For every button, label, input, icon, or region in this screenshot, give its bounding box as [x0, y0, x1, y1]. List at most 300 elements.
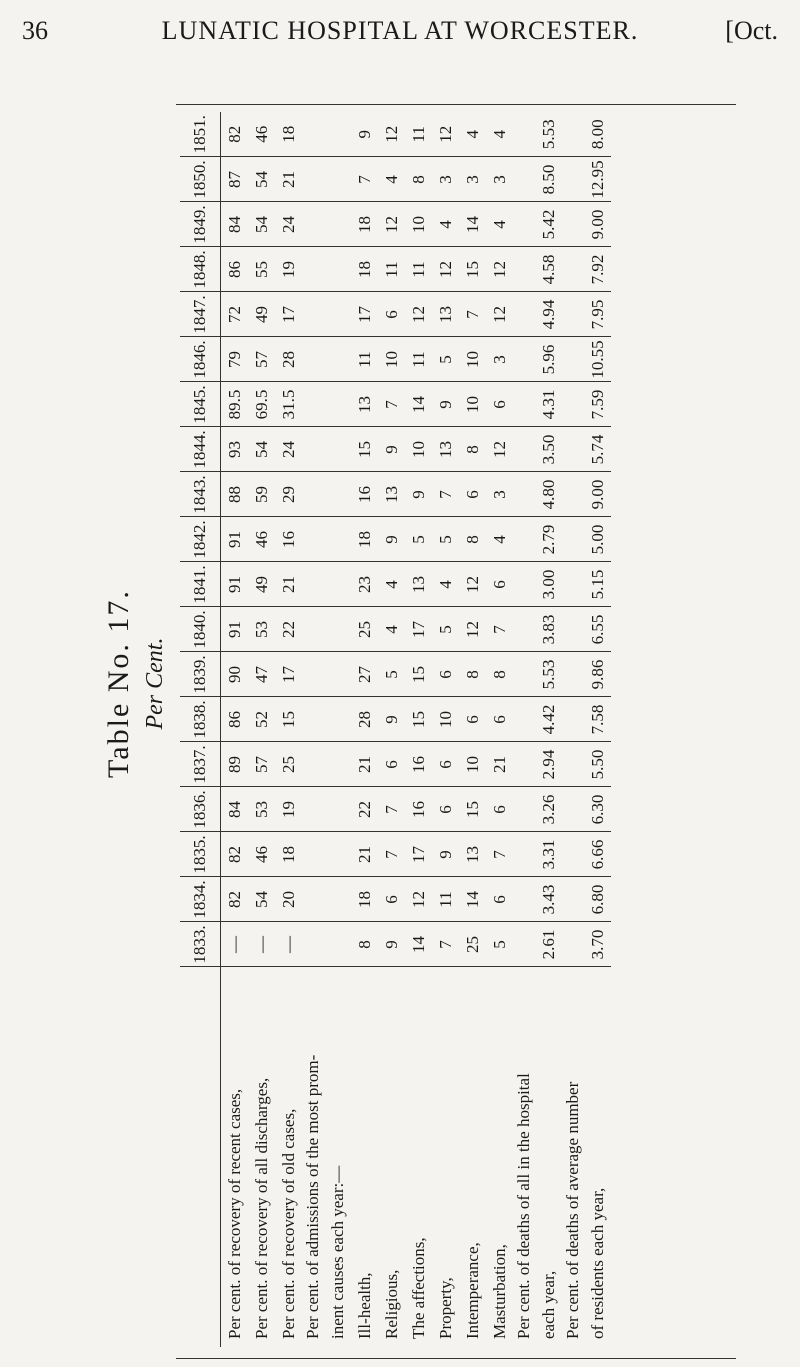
- table-cell: 7: [486, 607, 513, 652]
- year-header: 1834.: [180, 877, 221, 922]
- table-cell: 3: [486, 157, 513, 202]
- table-cell: 4.94: [535, 292, 562, 337]
- table-cell: 12: [459, 562, 486, 607]
- table-cell: [562, 112, 584, 157]
- table-cell: 54: [248, 157, 275, 202]
- table-row: [584, 112, 611, 1347]
- table-cell: [302, 112, 324, 157]
- year-header: 1845.: [180, 382, 221, 427]
- table-cell: 15: [351, 427, 378, 472]
- table-cell: [513, 337, 535, 382]
- table-cell: 4: [432, 562, 459, 607]
- table-cell: 11: [432, 877, 459, 922]
- table-cell: 88: [221, 472, 249, 517]
- table-cell: 82: [221, 877, 249, 922]
- table-cell: 11: [378, 247, 405, 292]
- table-cell: 3.70: [584, 922, 611, 967]
- table-cell: 21: [275, 562, 302, 607]
- table-cell: —: [275, 922, 302, 967]
- table-cell: 19: [275, 787, 302, 832]
- table-cell: 15: [459, 787, 486, 832]
- year-header: 1839.: [180, 652, 221, 697]
- table-cell: 10: [459, 742, 486, 787]
- table-cell: 7: [432, 472, 459, 517]
- table-cell: 10: [405, 427, 432, 472]
- table-cell: 5: [405, 517, 432, 562]
- table-row: [513, 112, 535, 1347]
- table-cell: 13: [378, 472, 405, 517]
- table-cell: 25: [351, 607, 378, 652]
- table-cell: 4.80: [535, 472, 562, 517]
- table-cell: 12: [432, 112, 459, 157]
- table-cell: 14: [459, 877, 486, 922]
- table-cell: 93: [221, 427, 249, 472]
- table-cell: 6: [459, 697, 486, 742]
- year-header: 1835.: [180, 832, 221, 877]
- table-cell: 8: [459, 652, 486, 697]
- table-cell: 24: [275, 202, 302, 247]
- table-cell: 82: [221, 112, 249, 157]
- table-cell: 28: [351, 697, 378, 742]
- table-cell: 16: [405, 787, 432, 832]
- table-cell: 5: [432, 337, 459, 382]
- table-row: [535, 112, 562, 1347]
- table-cell: [302, 652, 324, 697]
- row-label: Per cent. of recovery of all discharges,: [251, 1077, 271, 1339]
- table-cell: 6: [486, 697, 513, 742]
- table-cell: 28: [275, 337, 302, 382]
- year-header: 1850.: [180, 157, 221, 202]
- table-cell: [324, 562, 351, 607]
- table-cell: 91: [221, 607, 249, 652]
- table-cell: 12: [486, 427, 513, 472]
- table-cell: 21: [351, 832, 378, 877]
- table-cell: 5.53: [535, 652, 562, 697]
- table-cell: 19: [275, 247, 302, 292]
- table-cell: 59: [248, 472, 275, 517]
- table-cell: 18: [351, 517, 378, 562]
- table-cell: 7.59: [584, 382, 611, 427]
- table-cell: 5.53: [535, 112, 562, 157]
- table-cell: 54: [248, 877, 275, 922]
- table-cell: [324, 742, 351, 787]
- table-cell: 49: [248, 562, 275, 607]
- year-header: 1846.: [180, 337, 221, 382]
- row-label: inent causes each year:—: [327, 1165, 347, 1339]
- table-cell: 21: [351, 742, 378, 787]
- table-cell: 3.00: [535, 562, 562, 607]
- table-cell: 8: [405, 157, 432, 202]
- table-cell: 17: [405, 607, 432, 652]
- table-cell: [302, 517, 324, 562]
- table-cell: 13: [351, 382, 378, 427]
- table-cell: [562, 652, 584, 697]
- table-cell: [513, 112, 535, 157]
- table-cell: 9: [351, 112, 378, 157]
- year-header: 1836.: [180, 787, 221, 832]
- table-cell: [324, 652, 351, 697]
- table-cell: 4: [378, 157, 405, 202]
- table-cell: 4: [486, 112, 513, 157]
- year-header: 1842.: [180, 517, 221, 562]
- table-cell: 6: [378, 877, 405, 922]
- table-cell: [562, 202, 584, 247]
- table-cell: 46: [248, 832, 275, 877]
- table-cell: 7.92: [584, 247, 611, 292]
- table-cell: 3.43: [535, 877, 562, 922]
- table-cell: 7: [351, 157, 378, 202]
- table-cell: 8: [459, 517, 486, 562]
- table-cell: 7.58: [584, 697, 611, 742]
- table-cell: [562, 697, 584, 742]
- table-cell: [513, 652, 535, 697]
- table-cell: [562, 787, 584, 832]
- table-cell: 7.95: [584, 292, 611, 337]
- table-cell: 5.42: [535, 202, 562, 247]
- table-cell: 8: [351, 922, 378, 967]
- table-cell: 53: [248, 787, 275, 832]
- row-label: Intemperance,: [462, 1242, 482, 1339]
- table-cell: 2.94: [535, 742, 562, 787]
- table-cell: 3: [432, 157, 459, 202]
- row-label: The affections,: [408, 1237, 428, 1339]
- table-cell: 15: [275, 697, 302, 742]
- table-cell: 22: [351, 787, 378, 832]
- table-cell: [562, 562, 584, 607]
- table-cell: 46: [248, 517, 275, 562]
- table-row: [378, 112, 405, 1347]
- table-cell: 15: [405, 652, 432, 697]
- table-cell: 89: [221, 742, 249, 787]
- table-cell: [513, 742, 535, 787]
- table-cell: 8: [486, 652, 513, 697]
- table-cell: 6: [378, 292, 405, 337]
- month-label: [Oct.: [725, 16, 778, 45]
- table-cell: 12: [405, 877, 432, 922]
- row-label: Ill-health,: [354, 1272, 374, 1339]
- table-cell: [302, 382, 324, 427]
- table-row: [221, 112, 249, 1347]
- table-cell: 9.00: [584, 202, 611, 247]
- table-cell: [562, 517, 584, 562]
- table-cell: 90: [221, 652, 249, 697]
- row-label: Religious,: [381, 1269, 401, 1339]
- table-cell: 7: [486, 832, 513, 877]
- header-corner: [180, 967, 221, 1347]
- table-cell: 7: [378, 787, 405, 832]
- table-cell: 3: [459, 157, 486, 202]
- table-cell: 57: [248, 337, 275, 382]
- table-cell: 7: [459, 292, 486, 337]
- table-cell: 9: [378, 427, 405, 472]
- table-cell: [302, 742, 324, 787]
- table-cell: 21: [275, 157, 302, 202]
- table-cell: [562, 337, 584, 382]
- table-cell: 31.5: [275, 382, 302, 427]
- table-cell: [302, 472, 324, 517]
- row-label: of residents each year,: [587, 1187, 607, 1339]
- table-cell: 5.15: [584, 562, 611, 607]
- table-cell: 17: [351, 292, 378, 337]
- table-cell: [324, 427, 351, 472]
- table-cell: 89.5: [221, 382, 249, 427]
- table-cell: 11: [405, 112, 432, 157]
- table-cell: 10: [405, 202, 432, 247]
- page-number: 36: [22, 16, 48, 45]
- table-cell: [302, 607, 324, 652]
- table-cell: 86: [221, 697, 249, 742]
- table-cell: 17: [275, 292, 302, 337]
- table-cell: [562, 292, 584, 337]
- table-cell: 6.80: [584, 877, 611, 922]
- table-cell: 17: [275, 652, 302, 697]
- table-cell: [324, 472, 351, 517]
- table-cell: 16: [405, 742, 432, 787]
- table-cell: 4: [486, 517, 513, 562]
- table-subtitle: Per Cent.: [142, 637, 168, 730]
- table-cell: 6: [432, 652, 459, 697]
- table-cell: 3.50: [535, 427, 562, 472]
- table-cell: [513, 382, 535, 427]
- table-cell: 91: [221, 517, 249, 562]
- table-cell: 8: [459, 427, 486, 472]
- table-cell: 5: [486, 922, 513, 967]
- table-cell: [302, 247, 324, 292]
- table-cell: 2.79: [535, 517, 562, 562]
- table-cell: [513, 607, 535, 652]
- table-cell: 16: [275, 517, 302, 562]
- table-cell: [513, 787, 535, 832]
- table-cell: 86: [221, 247, 249, 292]
- table-cell: [562, 877, 584, 922]
- table-cell: 72: [221, 292, 249, 337]
- year-header: 1844.: [180, 427, 221, 472]
- table-cell: 13: [432, 292, 459, 337]
- table-cell: [324, 382, 351, 427]
- table-cell: 69.5: [248, 382, 275, 427]
- year-header: 1838.: [180, 697, 221, 742]
- table-cell: 4: [432, 202, 459, 247]
- table-cell: 46: [248, 112, 275, 157]
- table-cell: 52: [248, 697, 275, 742]
- table-cell: [562, 427, 584, 472]
- table-cell: [302, 697, 324, 742]
- year-header: 1851.: [180, 112, 221, 157]
- table-cell: [302, 427, 324, 472]
- table-cell: 7: [378, 832, 405, 877]
- year-header-row: [180, 112, 221, 1347]
- table-row: [275, 112, 302, 1347]
- row-label: Masturbation,: [489, 1244, 509, 1339]
- table-cell: 29: [275, 472, 302, 517]
- table-cell: 3.83: [535, 607, 562, 652]
- table-cell: 82: [221, 832, 249, 877]
- table-cell: 53: [248, 607, 275, 652]
- row-label: Per cent. of deaths of average number: [563, 1081, 582, 1339]
- table-cell: 9: [378, 697, 405, 742]
- table-cell: 12: [405, 292, 432, 337]
- table-cell: [324, 337, 351, 382]
- table-cell: 6: [432, 787, 459, 832]
- row-label: Per cent. of admissions of the most prom-: [303, 1054, 322, 1339]
- table-cell: 11: [405, 337, 432, 382]
- table-cell: 25: [459, 922, 486, 967]
- table-cell: 6: [486, 787, 513, 832]
- table-cell: [513, 202, 535, 247]
- table-number: Table No. 17.: [102, 589, 135, 778]
- table-cell: 14: [405, 382, 432, 427]
- table-cell: 18: [275, 112, 302, 157]
- table-cell: [562, 472, 584, 517]
- table-row: [302, 112, 324, 1347]
- table-cell: [562, 832, 584, 877]
- table-cell: 6: [486, 382, 513, 427]
- table-cell: —: [221, 922, 249, 967]
- table-row: [248, 112, 275, 1347]
- table-cell: 18: [275, 832, 302, 877]
- table-cell: 4.31: [535, 382, 562, 427]
- table-cell: [324, 922, 351, 967]
- year-header: 1840.: [180, 607, 221, 652]
- table-cell: 12: [486, 247, 513, 292]
- table-cell: [513, 877, 535, 922]
- table-cell: 6.55: [584, 607, 611, 652]
- table-cell: [513, 562, 535, 607]
- table-row: [405, 112, 432, 1347]
- table-cell: 4.42: [535, 697, 562, 742]
- table-cell: 5: [378, 652, 405, 697]
- table-cell: 10: [459, 382, 486, 427]
- running-title: LUNATIC HOSPITAL AT WORCESTER.: [161, 16, 639, 45]
- table-cell: [562, 247, 584, 292]
- table-cell: 84: [221, 202, 249, 247]
- table-cell: [324, 112, 351, 157]
- table-cell: 16: [351, 472, 378, 517]
- table-cell: 6: [459, 472, 486, 517]
- table-cell: 6: [432, 742, 459, 787]
- table-cell: [513, 832, 535, 877]
- table-cell: 3: [486, 337, 513, 382]
- table-row: [432, 112, 459, 1347]
- table-cell: [513, 292, 535, 337]
- table-cell: [302, 562, 324, 607]
- table-cell: [302, 157, 324, 202]
- table-cell: 22: [275, 607, 302, 652]
- table-cell: [513, 472, 535, 517]
- table-cell: 5: [432, 517, 459, 562]
- table-cell: 5.50: [584, 742, 611, 787]
- table-cell: 11: [351, 337, 378, 382]
- table-cell: [513, 922, 535, 967]
- table-cell: 23: [351, 562, 378, 607]
- table-cell: [324, 697, 351, 742]
- table-cell: 10: [378, 337, 405, 382]
- table-cell: 4.58: [535, 247, 562, 292]
- year-header: 1848.: [180, 247, 221, 292]
- table-cell: 12: [459, 607, 486, 652]
- table-cell: 14: [405, 922, 432, 967]
- table-cell: 2.61: [535, 922, 562, 967]
- table-cell: [324, 517, 351, 562]
- table-cell: 4: [459, 112, 486, 157]
- table-cell: [324, 202, 351, 247]
- table-cell: 84: [221, 787, 249, 832]
- table-cell: 6: [486, 877, 513, 922]
- table-cell: 10: [459, 337, 486, 382]
- table-cell: [302, 832, 324, 877]
- row-label: each year,: [538, 1270, 558, 1339]
- table-cell: 7: [432, 922, 459, 967]
- table-cell: [302, 922, 324, 967]
- table-cell: 6: [378, 742, 405, 787]
- table-row: [324, 112, 351, 1347]
- table-cell: [324, 292, 351, 337]
- table-cell: 20: [275, 877, 302, 922]
- table-cell: [324, 877, 351, 922]
- row-label: Per cent. of recovery of old cases,: [278, 1108, 298, 1339]
- table-cell: [513, 157, 535, 202]
- table-cell: 9: [378, 517, 405, 562]
- table-cell: 57: [248, 742, 275, 787]
- table-cell: 6: [486, 562, 513, 607]
- table-cell: 4: [378, 562, 405, 607]
- table-cell: 55: [248, 247, 275, 292]
- table-cell: 9.86: [584, 652, 611, 697]
- table-cell: 13: [459, 832, 486, 877]
- table-cell: 54: [248, 202, 275, 247]
- row-label: Property,: [435, 1277, 455, 1339]
- year-header: 1833.: [180, 922, 221, 967]
- table-cell: 5: [432, 607, 459, 652]
- table-cell: —: [248, 922, 275, 967]
- table-row: [562, 112, 584, 1347]
- table-cell: [324, 787, 351, 832]
- table-cell: 25: [275, 742, 302, 787]
- table-cell: 12: [378, 202, 405, 247]
- table-cell: 17: [405, 832, 432, 877]
- row-label: Per cent. of deaths of all in the hospital: [514, 1073, 533, 1339]
- table-cell: [513, 517, 535, 562]
- table-cell: 12.95: [584, 157, 611, 202]
- table-cell: 15: [405, 697, 432, 742]
- table-cell: [562, 157, 584, 202]
- table-cell: 18: [351, 877, 378, 922]
- table-cell: 8.00: [584, 112, 611, 157]
- table-cell: 47: [248, 652, 275, 697]
- table-cell: 4: [486, 202, 513, 247]
- table-cell: 9: [432, 382, 459, 427]
- table-cell: 24: [275, 427, 302, 472]
- table-cell: [513, 427, 535, 472]
- table-cell: 8.50: [535, 157, 562, 202]
- table-cell: 10: [432, 697, 459, 742]
- table-cell: 7: [378, 382, 405, 427]
- table-cell: [324, 832, 351, 877]
- table-cell: 9: [405, 472, 432, 517]
- table-cell: 12: [378, 112, 405, 157]
- year-header: 1847.: [180, 292, 221, 337]
- table-row: [459, 112, 486, 1347]
- table-cell: 5.96: [535, 337, 562, 382]
- table-cell: [562, 382, 584, 427]
- table-cell: 13: [405, 562, 432, 607]
- table-cell: 12: [486, 292, 513, 337]
- table-cell: 4: [378, 607, 405, 652]
- table-cell: 21: [486, 742, 513, 787]
- table-cell: 18: [351, 247, 378, 292]
- table-cell: 3: [486, 472, 513, 517]
- table-cell: [302, 292, 324, 337]
